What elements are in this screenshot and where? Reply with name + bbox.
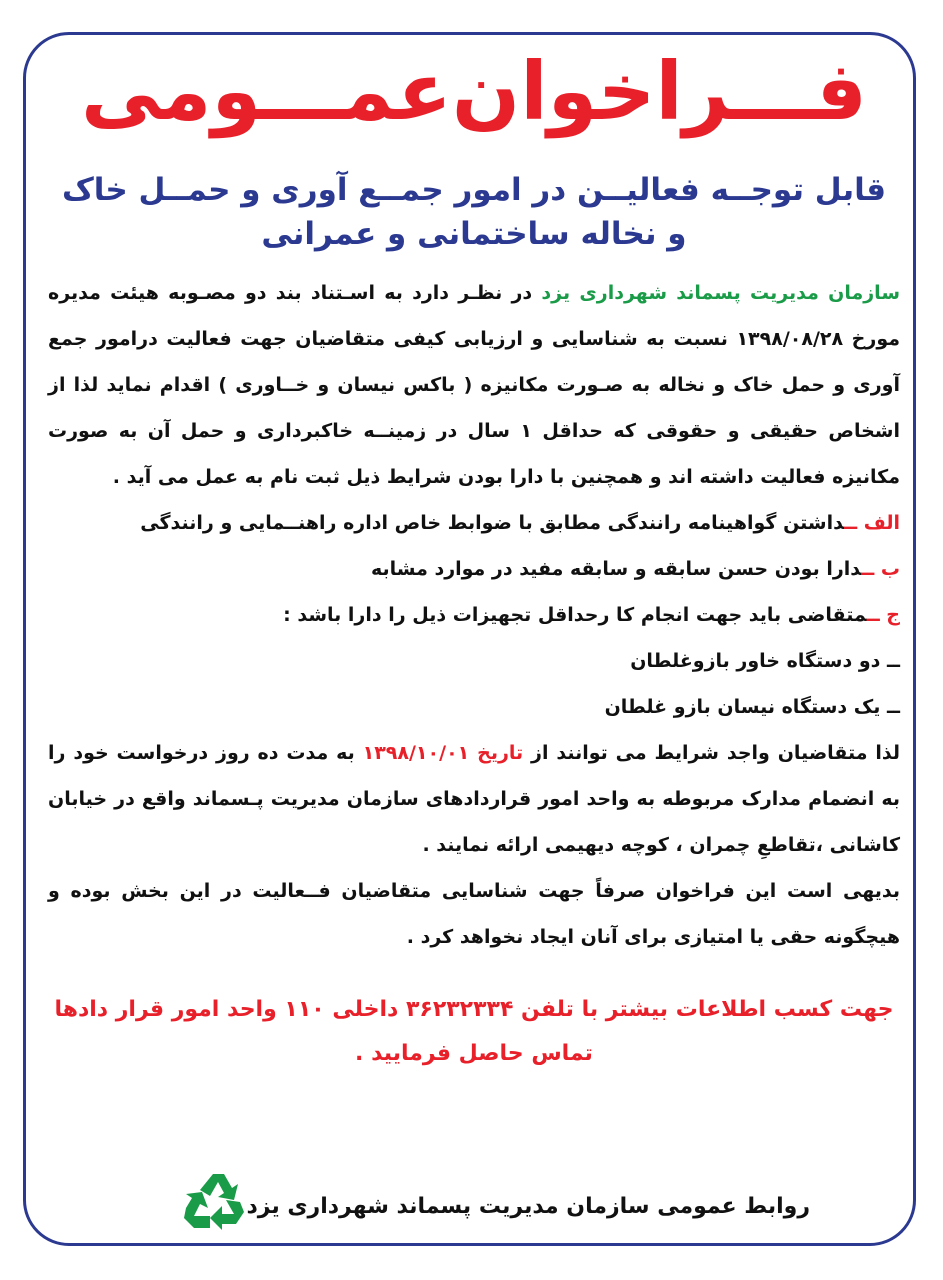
condition-marker: ب ــ xyxy=(861,558,900,580)
condition-b xyxy=(48,546,900,592)
condition-c xyxy=(48,592,900,638)
condition-a xyxy=(48,500,900,546)
condition-text: دارا بودن حسن سابقه و سابقه مفید در موارد مشابه xyxy=(370,558,862,580)
intro-paragraph xyxy=(48,270,900,500)
contact-info xyxy=(48,988,900,1076)
condition-marker: الف ــ xyxy=(844,512,900,534)
announcement xyxy=(48,36,900,1076)
page-title: فـــراخوان‌عمـــومی xyxy=(80,45,868,138)
equipment-item: ــ یک دستگاه نیسان بازو غلطان xyxy=(604,696,900,718)
subtitle-line-1: قابل توجــه فعالیــن در امور جمــع آوری و حمــل خاک xyxy=(61,172,887,208)
apply-text-after: به مدت ده روز درخواست خود را به انضمام مدارک مربوطه به واحد امور قراردادهای سازمان مدیریت پـسماند واقع در خیابان کاشانی ،تقاطعِ چمران ، کوچه دیهیمی ارائه نمایند . xyxy=(48,742,900,856)
equipment-item: ــ دو دستگاه خاور بازوغلطان xyxy=(630,650,900,672)
condition-text: متقاضی باید جهت انجام کا رحداقل تجهیزات ذیل را دارا باشد : xyxy=(283,604,867,626)
condition-text: داشتن گواهینامه رانندگی مطابق با ضوابط خاص اداره راهنــمایی و رانندگی xyxy=(140,512,845,534)
subtitle-line-2: و نخاله ساختمانی و عمرانی xyxy=(261,216,687,252)
org-name: سازمان مدیریت پسماند شهرداری یزد xyxy=(541,282,901,304)
apply-paragraph xyxy=(48,730,900,868)
condition-marker: ج ــ xyxy=(866,604,900,626)
note-paragraph: بدیهی است این فراخوان صرفاً جهت شناسایی متقاضیان فــعالیت در این بخش بوده و هیچگونه حقی یا امتیازی برای آنان ایجاد نخواهد کرد . xyxy=(48,880,900,948)
announcement-body xyxy=(48,270,900,960)
footer xyxy=(170,1170,810,1242)
apply-text-before: لذا متقاضیان واجد شرایط می توانند از xyxy=(523,742,900,764)
apply-date: تاریخ ۱۳۹۸/۱۰/۰۱ xyxy=(362,742,524,764)
footer-signature: روابط عمومی سازمان مدیریت پسماند شهرداری یزد xyxy=(246,1193,810,1219)
contact-line-2: تماس حاصل فرمایید . xyxy=(355,1041,593,1066)
subtitle xyxy=(48,168,900,256)
intro-text: در نظـر دارد به اسـتناد بند دو مصـوبه هیئت مدیره مورخ ۱۳۹۸/۰۸/۲۸ نسبت به شناسایی و ارزیابی کیفی متقاضیان جهت فعالیت درامور جمع آوری و حمل خاک و نخاله به صـورت مکانیزه ( باکس نیسان و خــاوری ) اقدام نماید لذا از اشخاص حقیقی و حقوقی که حداقل ۱ سال در زمینــه خاکبرداری و حمل آن به صورت مکانیزه فعالیت داشته اند و همچنین با دارا بودن شرایط ذیل ثبت نام به عمل می آید . xyxy=(48,282,900,488)
contact-line-1: جهت کسب اطلاعات بیشتر با تلفن ۳۶۲۳۲۳۳۴ داخلی ۱۱۰ واحد امور قرار دادها xyxy=(54,997,894,1022)
